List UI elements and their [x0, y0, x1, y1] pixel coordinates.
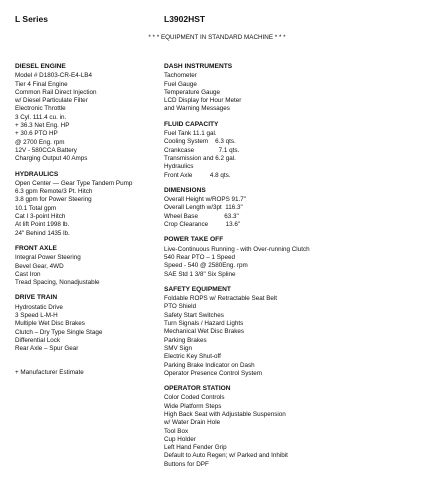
section-heading: DIESEL ENGINE [15, 63, 66, 70]
spec-line: Foldable ROPS w/ Retractable Seat Belt [164, 295, 278, 303]
spec-line: Cooling System 6.3 qts. [164, 138, 236, 146]
spec-line: Left Hand Fender Grip [164, 444, 227, 452]
spec-line: Overall Length w/3pt 116.3" [164, 204, 243, 212]
spec-line: Cat I 3-point Hitch [15, 213, 66, 221]
spec-line: w/ Diesel Particulate Filter [15, 97, 88, 105]
section-heading: DIMENSIONS [164, 186, 206, 194]
section-heading: HYDRAULICS [15, 170, 59, 178]
spec-line: Tachometer [164, 72, 197, 80]
spec-line: 10.1 Total gpm [15, 204, 57, 212]
spec-line: Safety Start Switches [164, 311, 224, 319]
spec-line: Wide Platform Steps [164, 402, 222, 410]
spec-line: 3.8 gpm for Power Steering [15, 196, 92, 204]
dimensions-section [164, 187, 429, 229]
model-title: L3902HST [164, 14, 206, 24]
section-heading: OPERATOR STATION [164, 385, 231, 393]
spec-line: Front Axle 4.8 qts. [164, 171, 231, 179]
spec-line: + 30.6 PTO HP [15, 130, 58, 138]
spec-line: High Back Seat with Adjustable Suspension [164, 410, 286, 418]
spec-line: Crankcase 7.1 qts. [164, 146, 240, 154]
fluid-capacity-section [164, 121, 429, 180]
spec-line: Differential Lock [15, 336, 61, 344]
manufacturer-estimate-footnote: + Manufacturer Estimate [15, 368, 84, 376]
spec-line: 12V - 580CCA Battery [15, 146, 77, 154]
spec-line: Mechanical Wet Disc Brakes [164, 328, 245, 336]
section-heading: FLUID CAPACITY [164, 120, 219, 128]
spec-line: 3 Speed L-M-H [15, 312, 58, 320]
spec-line: Electronic Throttle [15, 105, 66, 113]
spec-line: Live-Continuous Running - with Over-running Clutch [164, 245, 310, 253]
spec-line: Tier 4 Final Engine [15, 80, 68, 88]
series-title: L Series [15, 14, 48, 24]
spec-line: Fuel Tank 11.1 gal. [164, 130, 217, 138]
spec-line: Charging Output 40 Amps [15, 155, 88, 163]
spec-line: Hydraulics [164, 163, 194, 171]
spec-line: Common Rail Direct Injection [15, 88, 97, 96]
spec-line: Bevel Gear, 4WD [15, 262, 64, 270]
spec-line: Color Coded Controls [164, 394, 225, 402]
spec-line: Tread Spacing, Nonadjustable [15, 279, 100, 287]
spec-line: 24" Behind 1435 lb. [15, 229, 70, 237]
section-heading: POWER TAKE OFF [164, 236, 224, 244]
safety-equipment-section [164, 286, 429, 378]
spec-line: Integral Power Steering [15, 254, 81, 262]
spec-line: 540 Rear PTO – 1 Speed [164, 253, 235, 261]
spec-line: Default to Auto Regen; w/ Parked and Inhibit [164, 452, 288, 460]
spec-line: Speed - 540 @ 2580Eng. rpm [164, 262, 248, 270]
spec-line: Crop Clearance 13.6" [164, 221, 241, 229]
spec-line: Model # D1803-CR-E4-LB4 [15, 72, 92, 80]
spec-line: Fuel Gauge [164, 80, 197, 88]
spec-line: SMV Sign [164, 344, 192, 352]
left-spec-column [15, 63, 155, 377]
spec-line: Parking Brake Indicator on Dash [164, 361, 255, 369]
power-take-off-section [164, 236, 429, 278]
spec-line: Hydrostatic Drive [15, 303, 63, 311]
operator-station-section [164, 385, 429, 469]
spec-line: LCD Display for Hour Meter [164, 97, 242, 105]
front-axle-section [15, 245, 155, 287]
spec-line: Turn Signals / Hazard Lights [164, 320, 244, 328]
spec-line: Operator Presence Control System [164, 369, 262, 377]
hydraulics-section [15, 171, 155, 238]
spec-line: @ 2700 Eng. rpm [15, 138, 65, 146]
spec-line: Cast Iron [15, 270, 41, 278]
spec-line: Multiple Wet Disc Brakes [15, 320, 85, 328]
spec-line: Cup Holder [164, 435, 196, 443]
spec-line: Temperature Gauge [164, 88, 221, 96]
spec-line: and Warning Messages [164, 105, 230, 113]
spec-line: PTO Shield [164, 303, 197, 311]
section-heading: SAFETY EQUIPMENT [164, 285, 231, 293]
section-heading: DRIVE TRAIN [15, 294, 58, 302]
spec-line: 6.3 gpm Remote/3 Pt. Hitch [15, 188, 93, 196]
spec-line: Transmission and 6.2 gal. [164, 154, 236, 162]
spec-line: Open Center — Gear Type Tandem Pump [15, 179, 133, 187]
spec-line: SAE Std 1 3/8" Six Spline [164, 270, 236, 278]
spec-line: Rear Axle – Spur Gear [15, 345, 79, 353]
spec-line: w/ Water Drain Hole [164, 419, 221, 427]
spec-line: + 36.3 Net Eng. HP [15, 122, 70, 130]
spec-line: At lift Point 1998 lb. [15, 221, 70, 229]
spec-line: Buttons for DPF [164, 460, 209, 468]
right-spec-column [164, 63, 429, 476]
section-heading: FRONT AXLE [15, 244, 57, 252]
spec-line: Parking Brakes [164, 336, 207, 344]
spec-line: Overall Height w/ROPS 91.7" [164, 196, 247, 204]
spec-line: Electric Key Shut-off [164, 353, 221, 361]
section-heading: DASH INSTRUMENTS [164, 63, 233, 70]
diesel-engine-section [15, 63, 155, 164]
spec-line: Tool Box [164, 427, 189, 435]
spec-line: Wheel Base 63.3" [164, 212, 239, 220]
standard-equipment-banner: * * * EQUIPMENT IN STANDARD MACHINE * * * [148, 34, 286, 41]
drive-train-section [15, 294, 155, 353]
spec-line: Clutch – Dry Type Single Stage [15, 328, 103, 336]
dash-instruments-section [164, 63, 429, 114]
spec-line: 3 Cyl. 111.4 cu. in. [15, 113, 67, 121]
